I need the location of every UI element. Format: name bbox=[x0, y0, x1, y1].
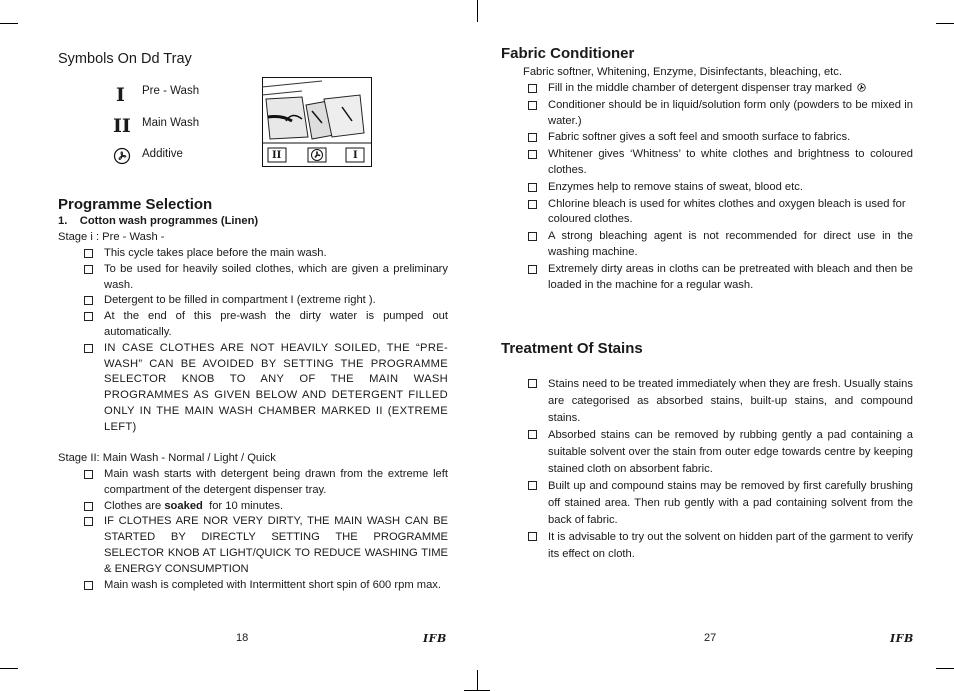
list-item: Fabric softner gives a soft feel and smooth surface to fabrics. bbox=[527, 130, 913, 146]
stage2-list bbox=[83, 467, 448, 593]
crop-mark bbox=[477, 670, 478, 691]
brand-logo: IFB bbox=[423, 632, 447, 645]
list-item: IN CASE CLOTHES ARE NOT HEAVILY SOILED, THE “PRE-WASH” CAN BE AVOIDED BY SETTING THE PROGRAMME SELECTOR KNOB TO ANY OF THE MAIN WASH PROGRAMMES AS GIVEN BELOW AND DETERGENT FILLED ONLY IN THE MAIN WASH CHAMBER MARKED II (EXTREME LEFT) bbox=[83, 341, 448, 436]
list-item: Conditioner should be in liquid/solution form only (powders to be mixed in water.) bbox=[527, 98, 913, 130]
list-item: At the end of this pre-wash the dirty water is pumped out automatically. bbox=[83, 309, 448, 341]
programme-selection-title: Programme Selection bbox=[58, 196, 213, 213]
pre-wash-symbol: I bbox=[116, 84, 125, 106]
stains-list bbox=[527, 376, 913, 563]
treatment-of-stains-title: Treatment Of Stains bbox=[501, 340, 643, 357]
brand-logo: IFB bbox=[890, 632, 914, 645]
fabric-list bbox=[527, 81, 913, 293]
fabric-intro: Fabric softner, Whitening, Enzyme, Disinfectants, bleaching, etc. bbox=[523, 66, 842, 78]
list-item: Fill in the middle chamber of detergent dispenser tray marked bbox=[527, 81, 913, 97]
additive-icon bbox=[113, 147, 131, 165]
crop-mark bbox=[936, 668, 954, 669]
list-item: IF CLOTHES ARE NOR VERY DIRTY, THE MAIN WASH CAN BE STARTED BY DIRECTLY SETTING THE PROGRAMME SELECTOR KNOB AT LIGHT/QUICK TO REDUCE WASHING TIME & ENERGY CONSUMPTION bbox=[83, 514, 448, 577]
list-item: Main wash is completed with Intermittent short spin of 600 rpm max. bbox=[83, 578, 448, 594]
list-item: Absorbed stains can be removed by rubbing gently a pad containing a suitable solvent over the stain from outer edge towards centre by keeping stained cloth on absorbent fabric. bbox=[527, 427, 913, 478]
additive-label: Additive bbox=[142, 148, 183, 160]
page-number: 27 bbox=[704, 632, 717, 644]
list-item: Clothes are soaked for 10 minutes. bbox=[83, 499, 448, 515]
page-number: 18 bbox=[236, 632, 249, 644]
stage1-list bbox=[83, 246, 448, 436]
main-wash-symbol: II bbox=[113, 115, 131, 137]
tray-label-i: I bbox=[353, 150, 358, 161]
list-item: This cycle takes place before the main wash. bbox=[83, 246, 448, 262]
list-item: Built up and compound stains may be removed by first carefully brushing off stained area. Then rub gently with a pad containing solvent from the back of fabric. bbox=[527, 478, 913, 529]
list-item: To be used for heavily soiled clothes, which are given a preliminary wash. bbox=[83, 262, 448, 294]
main-wash-label: Main Wash bbox=[142, 117, 200, 129]
pre-wash-label: Pre - Wash bbox=[142, 85, 200, 97]
stage2-label: Stage II: Main Wash - Normal / Light / Quick bbox=[58, 452, 276, 464]
list-item: Detergent to be filled in compartment I (extreme right ). bbox=[83, 293, 448, 309]
additive-icon bbox=[857, 83, 866, 92]
list-item: Stains need to be treated immediately when they are fresh. Usually stains are categorised as absorbed stains, built-up stains, and compound stains. bbox=[527, 376, 913, 427]
stage1-label: Stage i : Pre - Wash - bbox=[58, 231, 165, 243]
list-item: A strong bleaching agent is not recommended for direct use in the washing machine. bbox=[527, 229, 913, 261]
crop-mark bbox=[477, 0, 478, 22]
list-item: Extremely dirty areas in cloths can be pretreated with bleach and then be loaded in the machine for a regular wash. bbox=[527, 262, 913, 294]
symbols-title: Symbols On Dd Tray bbox=[58, 51, 192, 67]
list-item: Chlorine bleach is used for whites clothes and oxygen bleach is used for coloured clothes. bbox=[527, 197, 913, 229]
tray-label-ii: II bbox=[272, 150, 282, 161]
crop-mark bbox=[0, 23, 18, 24]
crop-mark bbox=[0, 668, 18, 669]
list-item: Enzymes help to remove stains of sweat, blood etc. bbox=[527, 180, 913, 196]
list-item: Main wash starts with detergent being drawn from the extreme left compartment of the detergent dispenser tray. bbox=[83, 467, 448, 499]
fabric-conditioner-title: Fabric Conditioner bbox=[501, 45, 635, 62]
cotton-heading: 1. Cotton wash programmes (Linen) bbox=[58, 215, 259, 227]
list-item: It is advisable to try out the solvent on hidden part of the garment to verify its effect on cloth. bbox=[527, 529, 913, 563]
crop-mark bbox=[936, 23, 954, 24]
list-item: Whitener gives ‘Whitness’ to white clothes and brightness to coloured clothes. bbox=[527, 147, 913, 179]
